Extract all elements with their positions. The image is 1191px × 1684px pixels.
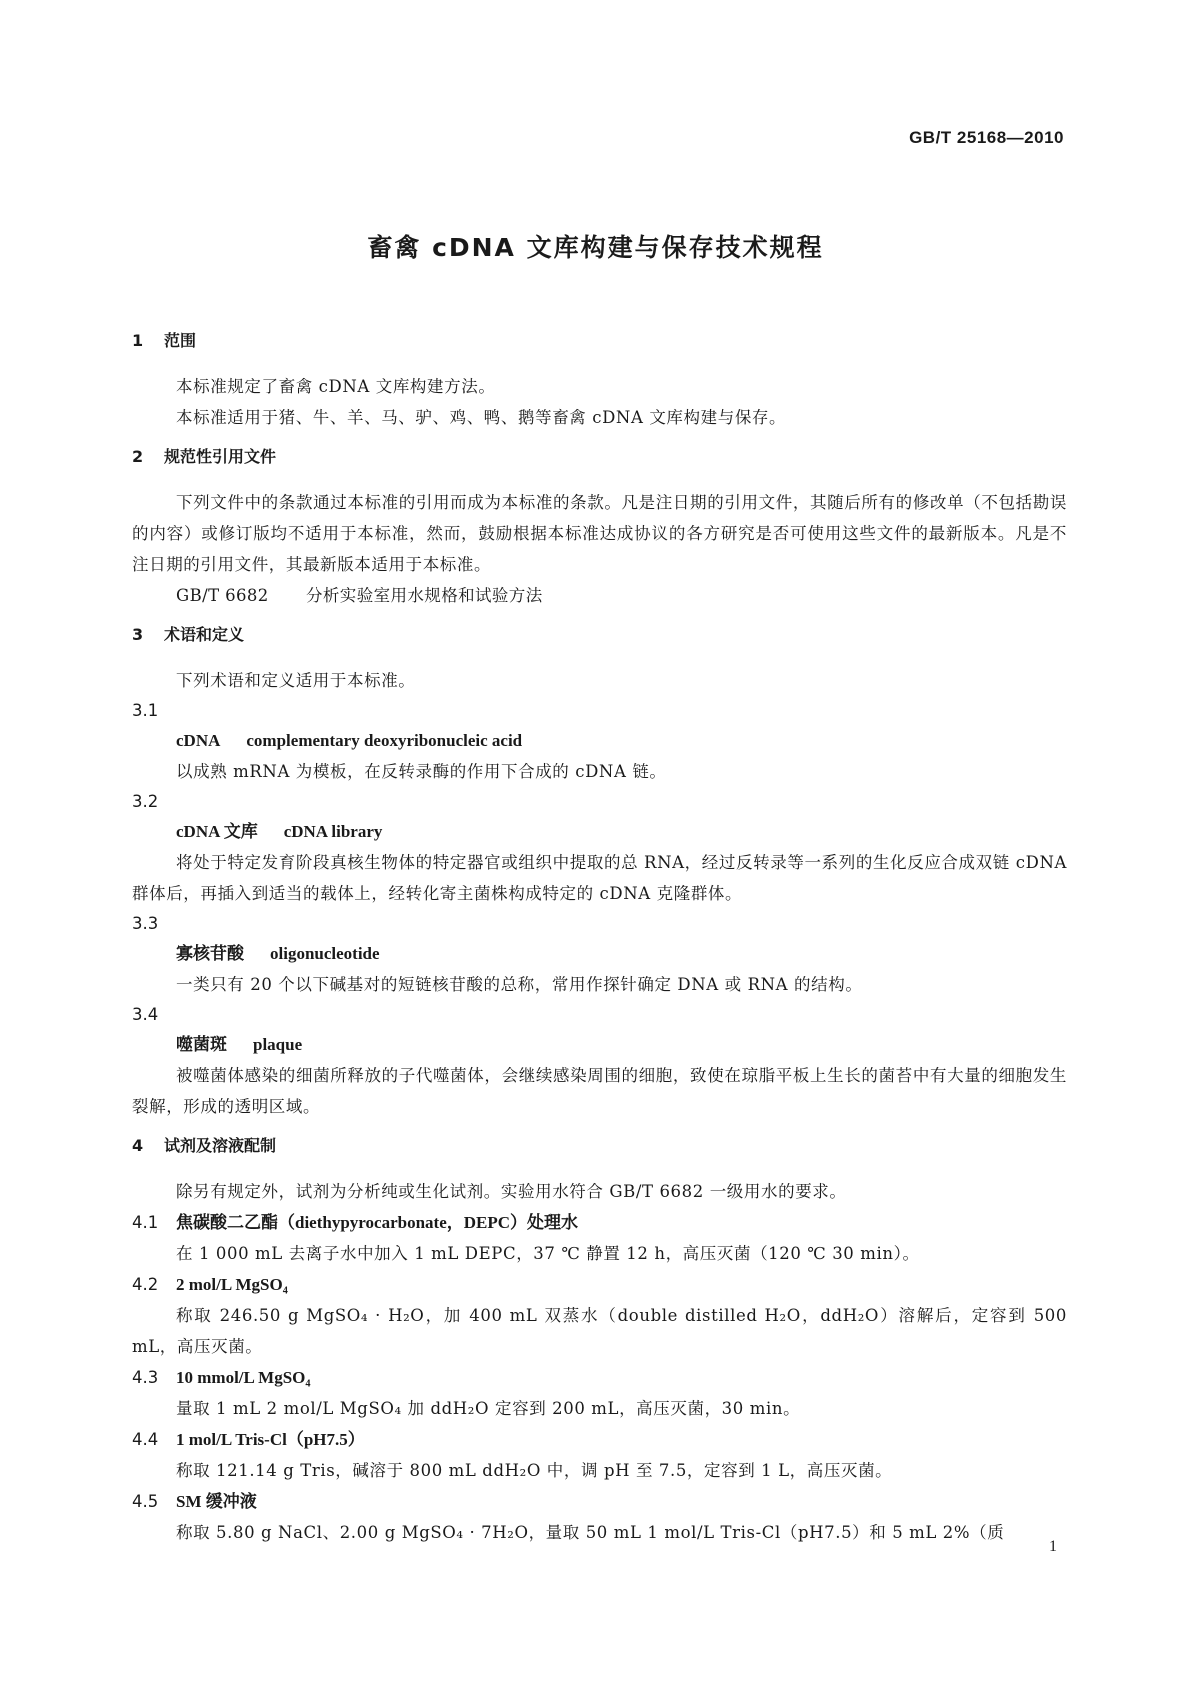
reference-title: 分析实验室用水规格和试验方法 [306,586,543,605]
subsection-heading [132,1207,1067,1238]
term-number: 3.3 [132,914,159,933]
paragraph: 本标准规定了畜禽 cDNA 文库构建方法。 [176,377,496,396]
paragraph: 称取 5.80 g NaCl、2.00 g MgSO₄ · 7H₂O，量取 50 mL 1 mol/L Tris-Cl（pH7.5）和 5 mL 2%（质 [176,1523,1005,1542]
term-definition: 一类只有 20 个以下碱基对的短链核苷酸的总称，常用作探针确定 DNA 或 RNA 的结构。 [176,975,863,994]
reference-code: GB/T 6682 [176,586,269,605]
section-number: 4 [132,1136,144,1155]
paragraph: 除另有规定外，试剂为分析纯或生化试剂。实验用水符合 GB/T 6682 一级用水的要求。 [176,1182,847,1201]
subsection-heading [132,1269,1067,1300]
paragraph: 称取 121.14 g Tris，碱溶于 800 mL ddH₂O 中，调 pH 至 7.5，定容到 1 L，高压灭菌。 [176,1461,893,1480]
term-number: 3.1 [132,701,159,720]
document-body [132,331,1067,1548]
term-name [132,939,1067,969]
page-number: 1 [1049,1538,1057,1555]
term-zh: cDNA [176,731,221,750]
paragraph: 本标准适用于猪、牛、羊、马、驴、鸡、鸭、鹅等畜禽 cDNA 文库构建与保存。 [176,408,787,427]
subsection-heading [132,1362,1067,1393]
term-definition: 被噬菌体感染的细菌所释放的子代噬菌体，会继续感染周围的细胞，致使在琼脂平板上生长的菌苔中有大量的细胞发生裂解，形成的透明区域。 [132,1066,1067,1116]
subsection-number: 4.3 [132,1368,159,1387]
paragraph: 下列术语和定义适用于本标准。 [176,671,416,690]
term-en: cDNA library [283,822,383,841]
subsection-title: 10 mmol/L MgSO₄ [176,1368,311,1387]
section-number: 3 [132,625,144,644]
section-heading-reagents [132,1136,1067,1156]
subsection-heading [132,1486,1067,1517]
section-title: 规范性引用文件 [164,447,277,466]
subsection-title: 1 mol/L Tris-Cl（pH7.5） [176,1430,365,1449]
term-en: oligonucleotide [270,944,380,963]
section-heading-terms [132,625,1067,645]
section-title: 术语和定义 [164,625,245,644]
subsection-title: 2 mol/L MgSO₄ [176,1275,288,1294]
term-definition: 将处于特定发育阶段真核生物体的特定器官或组织中提取的总 RNA，经过反转录等一系列的生化反应合成双链 cDNA 群体后，再插入到适当的载体上，经转化寄主菌株构成特定的 cDNA 克隆群体。 [132,853,1067,903]
term-zh: cDNA 文库 [176,822,258,841]
term-en: complementary deoxyribonucleic acid [246,731,523,750]
subsection-number: 4.2 [132,1275,159,1294]
paragraph: 称取 246.50 g MgSO₄ · H₂O，加 400 mL 双蒸水（double distilled H₂O，ddH₂O）溶解后，定容到 500 mL，高压灭菌。 [132,1306,1067,1356]
subsection-heading [132,1424,1067,1455]
paragraph: 量取 1 mL 2 mol/L MgSO₄ 加 ddH₂O 定容到 200 mL，高压灭菌，30 min。 [176,1399,801,1418]
term-number: 3.4 [132,1005,159,1024]
subsection-number: 4.4 [132,1430,159,1449]
term-en: plaque [253,1035,303,1054]
term-name [132,1030,1067,1060]
term-name [132,817,1067,847]
subsection-title: SM 缓冲液 [176,1492,257,1511]
term-number: 3.2 [132,792,159,811]
section-heading-scope [132,331,1067,351]
section-number: 1 [132,331,144,350]
document-title: 畜禽 cDNA 文库构建与保存技术规程 [367,233,824,262]
section-title: 试剂及溶液配制 [164,1136,277,1155]
reference-entry [132,580,1067,611]
term-zh: 噬菌斑 [176,1035,227,1054]
subsection-number: 4.1 [132,1213,159,1232]
section-number: 2 [132,447,144,466]
section-heading-normative-references [132,447,1067,467]
paragraph: 在 1 000 mL 去离子水中加入 1 mL DEPC，37 ℃ 静置 12 h，高压灭菌（120 ℃ 30 min）。 [176,1244,920,1263]
term-name [132,726,1067,756]
subsection-number: 4.5 [132,1492,159,1511]
standard-code: GB/T 25168—2010 [909,128,1064,147]
paragraph: 下列文件中的条款通过本标准的引用而成为本标准的条款。凡是注日期的引用文件，其随后所有的修改单（不包括勘误的内容）或修订版均不适用于本标准，然而，鼓励根据本标准达成协议的各方研究是否可使用这些文件的最新版本。凡是不注日期的引用文件，其最新版本适用于本标准。 [132,493,1067,574]
term-zh: 寡核苷酸 [176,944,244,963]
term-definition: 以成熟 mRNA 为模板，在反转录酶的作用下合成的 cDNA 链。 [176,762,667,781]
subsection-title: 焦碳酸二乙酯（diethypyrocarbonate，DEPC）处理水 [176,1213,579,1232]
section-title: 范围 [164,331,197,350]
